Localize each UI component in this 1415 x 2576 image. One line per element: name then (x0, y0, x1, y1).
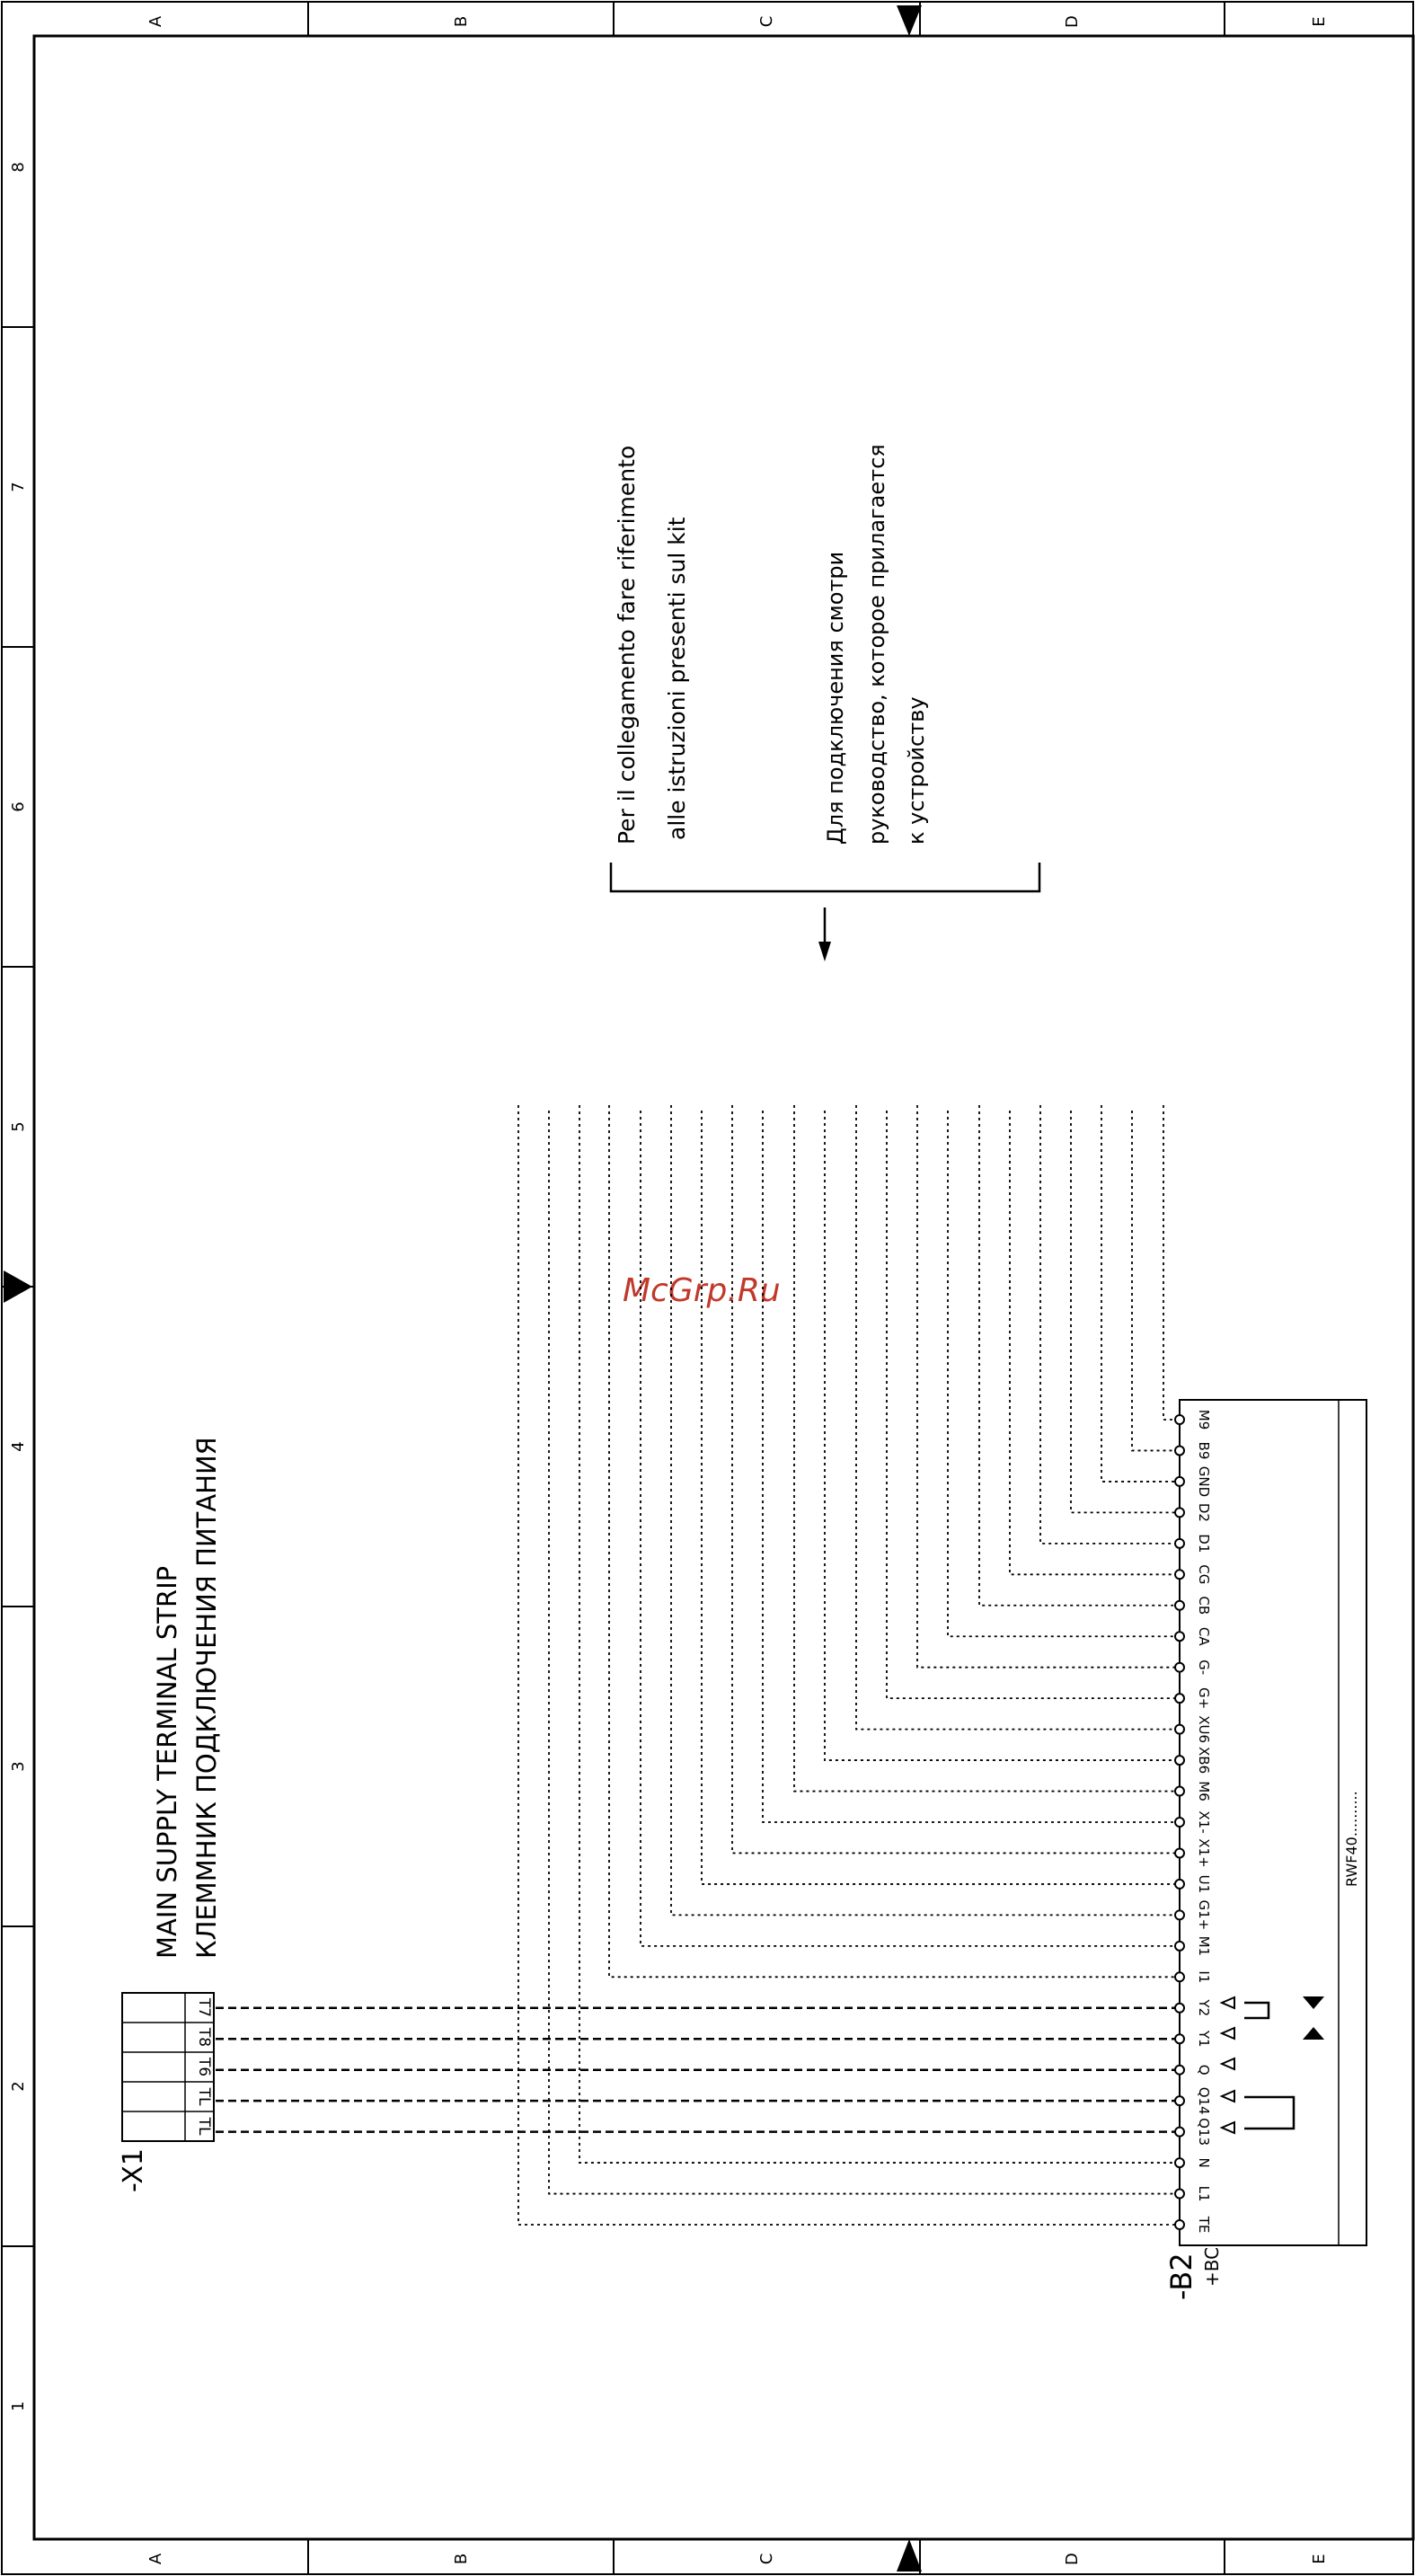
device-terminal-label: D1 (1196, 1534, 1212, 1554)
x1-terminal-label: T8 (195, 2027, 213, 2048)
device-location-tag: +BC (1201, 2246, 1223, 2287)
terminal-dot (1175, 1694, 1184, 1703)
device-terminal-label: CG (1196, 1564, 1212, 1585)
center-mark-left (4, 1270, 32, 1303)
device-terminal-label: M1 (1196, 1935, 1212, 1957)
device-terminal-label: U1 (1196, 1874, 1212, 1894)
column-label-top: A (146, 15, 165, 28)
center-mark-bottom (897, 2539, 922, 2572)
terminal-dot (1175, 2004, 1184, 2013)
column-label-top: D (1063, 15, 1082, 28)
terminal-dot (1175, 1663, 1184, 1672)
column-label-top: C (757, 15, 776, 28)
device-terminal-label: XU6 (1196, 1715, 1212, 1744)
column-labels-bottom (146, 2553, 1329, 2565)
device-terminal-label: B9 (1196, 1441, 1212, 1460)
terminal-dot (1175, 1446, 1184, 1455)
signal-wire (579, 1105, 1175, 2163)
row-label: 2 (9, 2081, 28, 2092)
signal-wire (948, 1111, 1175, 1636)
title-en: MAIN SUPPLY TERMINAL STRIP (152, 1565, 182, 1959)
row-label: 7 (9, 482, 28, 492)
note-italian-line-1: Per il collegamento fare riferimento (614, 445, 640, 845)
signal-wire (1040, 1105, 1175, 1544)
device-terminal-label: G- (1196, 1660, 1212, 1676)
device-terminal-label: Q (1196, 2064, 1212, 2076)
relay-contacts (1244, 2003, 1294, 2129)
device-terminal-label: M9 (1196, 1409, 1212, 1430)
signal-wire (917, 1105, 1175, 1668)
device-terminal-label: Y2 (1196, 1999, 1212, 2017)
signal-wire (825, 1111, 1175, 1760)
x1-terminal-label: TL (195, 2117, 213, 2136)
arrow-head-icon (818, 942, 831, 961)
terminal-dot (1175, 1756, 1184, 1765)
signal-wire (794, 1105, 1175, 1792)
device-terminals (1175, 1410, 1212, 2234)
note-bracket (611, 863, 1039, 891)
device-terminal-label: TE (1196, 2216, 1212, 2234)
signal-wire (671, 1105, 1175, 1915)
relay-status-triangles (1303, 1996, 1324, 2040)
row-label: 6 (9, 801, 28, 812)
terminal-dot (1175, 1972, 1184, 1981)
device-terminal-label: GND (1196, 1465, 1212, 1498)
column-label-bottom: C (757, 2553, 776, 2565)
device-terminal-label: XB6 (1196, 1747, 1212, 1775)
device-terminal-label: I1 (1196, 1970, 1212, 1984)
signal-wire (979, 1105, 1175, 1606)
terminal-dot (1175, 1880, 1184, 1889)
signal-wire (1101, 1105, 1175, 1482)
device-terminal-label: Y1 (1196, 2030, 1212, 2048)
x1-tag: -X1 (118, 2148, 149, 2192)
column-labels-top (146, 15, 1329, 28)
signal-wire (518, 1105, 1175, 2225)
note-russian-line-2: руководство, которое прилагается (864, 444, 889, 845)
device-model-label: RWF40.......... (1343, 1791, 1360, 1887)
device-terminal-label: Q13 (1196, 2118, 1212, 2147)
center-mark-top (897, 5, 922, 36)
device-terminal-label: CA (1196, 1626, 1212, 1646)
column-label-top: B (452, 15, 471, 28)
terminal-dot (1175, 1570, 1184, 1579)
device-terminal-label: L1 (1196, 2185, 1212, 2202)
terminal-dot (1175, 1848, 1184, 1857)
watermark: McGrp.Ru (623, 1272, 781, 1309)
device-terminal-label: G+ (1196, 1687, 1212, 1710)
terminal-dot (1175, 2034, 1184, 2043)
terminal-dot (1175, 2128, 1184, 2137)
row-label: 8 (9, 162, 28, 173)
signal-wire (1010, 1111, 1175, 1574)
row-label: 1 (9, 2401, 28, 2412)
terminal-dot (1175, 1601, 1184, 1610)
terminal-dot (1175, 1539, 1184, 1548)
column-label-bottom: D (1063, 2553, 1082, 2565)
signal-wire (641, 1111, 1175, 1946)
terminal-dot (1175, 1910, 1184, 1919)
terminal-dot (1175, 2220, 1184, 2229)
device-terminal-label: M6 (1196, 1781, 1212, 1801)
signal-wire (1163, 1105, 1175, 1420)
terminal-dot (1175, 1477, 1184, 1486)
device-terminal-label: X1- (1196, 1810, 1212, 1834)
device-terminal-label: X1+ (1196, 1838, 1212, 1868)
device-terminal-label: Q14 (1196, 2086, 1212, 2115)
terminal-dot (1175, 2096, 1184, 2105)
terminal-dot (1175, 2158, 1184, 2167)
column-label-bottom: E (1310, 2554, 1329, 2564)
terminal-dot (1175, 1415, 1184, 1424)
terminal-dot (1175, 1818, 1184, 1827)
terminal-dot (1175, 1942, 1184, 1951)
device-terminal-label: G1+ (1196, 1899, 1212, 1931)
terminal-dot (1175, 1632, 1184, 1641)
title-ru: КЛЕММНИК ПОДКЛЮЧЕНИЯ ПИТАНИЯ (191, 1437, 222, 1959)
terminal-dot (1175, 1508, 1184, 1517)
column-label-bottom: A (146, 2553, 165, 2565)
row-label: 5 (9, 1121, 28, 1132)
signal-wire (1071, 1111, 1175, 1512)
x1-terminal-label: T6 (195, 2057, 213, 2077)
signal-wire (702, 1111, 1175, 1884)
signal-wire (732, 1105, 1175, 1853)
device-terminal-label: CB (1196, 1596, 1212, 1616)
column-label-bottom: B (452, 2553, 471, 2565)
terminal-dot (1175, 1787, 1184, 1796)
x1-terminal-cells (122, 1997, 214, 2136)
row-label: 3 (9, 1761, 28, 1772)
note-russian-line-3: к устройству (904, 696, 929, 845)
row-label: 4 (9, 1441, 28, 1452)
x1-terminal-label: T7 (195, 1997, 213, 2018)
terminal-dot (1175, 1725, 1184, 1734)
relay-arrows (1222, 1997, 1234, 2133)
signal-wire (1132, 1111, 1175, 1450)
column-label-top: E (1310, 16, 1329, 27)
device-terminal-label: D2 (1196, 1502, 1212, 1522)
terminal-dot (1175, 2190, 1184, 2199)
x1-terminal-label: TL (195, 2087, 213, 2106)
terminal-dot (1175, 2066, 1184, 2075)
signal-wire (609, 1105, 1175, 1977)
note-italian-line-2: alle istruzioni presenti sul kit (664, 517, 690, 840)
note-russian-line-1: Для подключения смотри (823, 551, 848, 845)
device-terminal-label: N (1196, 2157, 1212, 2168)
device-b2-tag: -B2 (1164, 2253, 1198, 2300)
